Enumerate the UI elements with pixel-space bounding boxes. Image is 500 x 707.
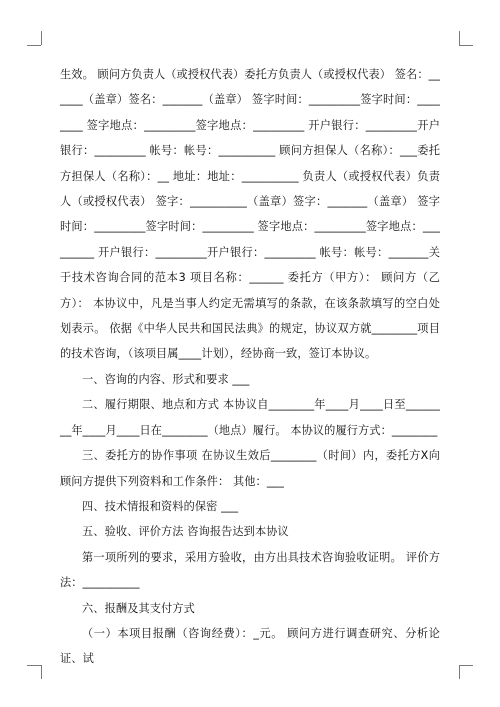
- section-6-heading: 六、报酬及其支付方式: [82, 601, 195, 615]
- payment-paragraph: （一）本项目报酬（咨询经费）：_元。 顾问方进行调查研究、分析论证、试: [60, 626, 440, 666]
- section-5-heading: 五、验收、评价方法 咨询报告达到本协议: [82, 525, 289, 539]
- document-body: [60, 62, 440, 672]
- crop-mark-top-right-horizontal: [459, 45, 473, 46]
- section-2-paragraph: 二、履行期限、地点和方式 本协议自________年____月____日至________年____月____日在________（地点）履行。 本协议的履行方式：________: [60, 398, 440, 437]
- section-3-paragraph: 三、委托方的协作事项 在协议生效后________（时间）内，委托方X向顾问方提供下列资料和工作条件： 其他：___: [60, 449, 440, 488]
- crop-mark-bottom-right-horizontal: [459, 665, 473, 666]
- crop-mark-top-left-horizontal: [27, 45, 41, 46]
- acceptance-paragraph: 第一项所列的要求，采用方验收，由方出具技术咨询验收证明。 评价方法：__________: [60, 550, 440, 590]
- section-4-heading: 四、技术情报和资料的保密 ___: [82, 499, 239, 513]
- section-1-heading: 一、咨询的内容、形式和要求 ___: [82, 372, 250, 386]
- crop-mark-bottom-right-vertical: [459, 665, 460, 679]
- crop-mark-bottom-left-vertical: [41, 665, 42, 679]
- crop-mark-top-left-vertical: [41, 31, 42, 45]
- contract-signature-and-intro-paragraph: 生效。 顾问方负责人（或授权代表）委托方负责人（或授权代表） 签名：______（盖章）签名：_______（盖章） 签字时间：_________签字时间：________ 签字地点：_________签字地点：_________ 开户银行：_________开户银行：_________ 帐号：帐号：__________ 顾问方担保人（名称）：___委托方担保人（名称）：__ 地址：地址：__________ 负责人（或授权代表）负责人（或授权代表） 签字：__________（盖章）签字：_______（盖章） 签字时间：_________签字时间：_________ 签字地点：_________签字地点：_________ 开户银行：_________开户银行：_________ 帐号：帐号：_______关于技术咨询合同的范本3 项目名称：______ 委托方（甲方）： 顾问方（乙方）： 本协议中，凡是当事人约定无需填写的条款，在该条款填写的空白处划表示。 依据《中华人民共和国民法典》的规定，协议双方就________项目的技术咨询，（该项目属____计划），经协商一致，签订本协议。: [60, 68, 440, 361]
- crop-mark-top-right-vertical: [459, 31, 460, 45]
- crop-mark-bottom-left-horizontal: [27, 665, 41, 666]
